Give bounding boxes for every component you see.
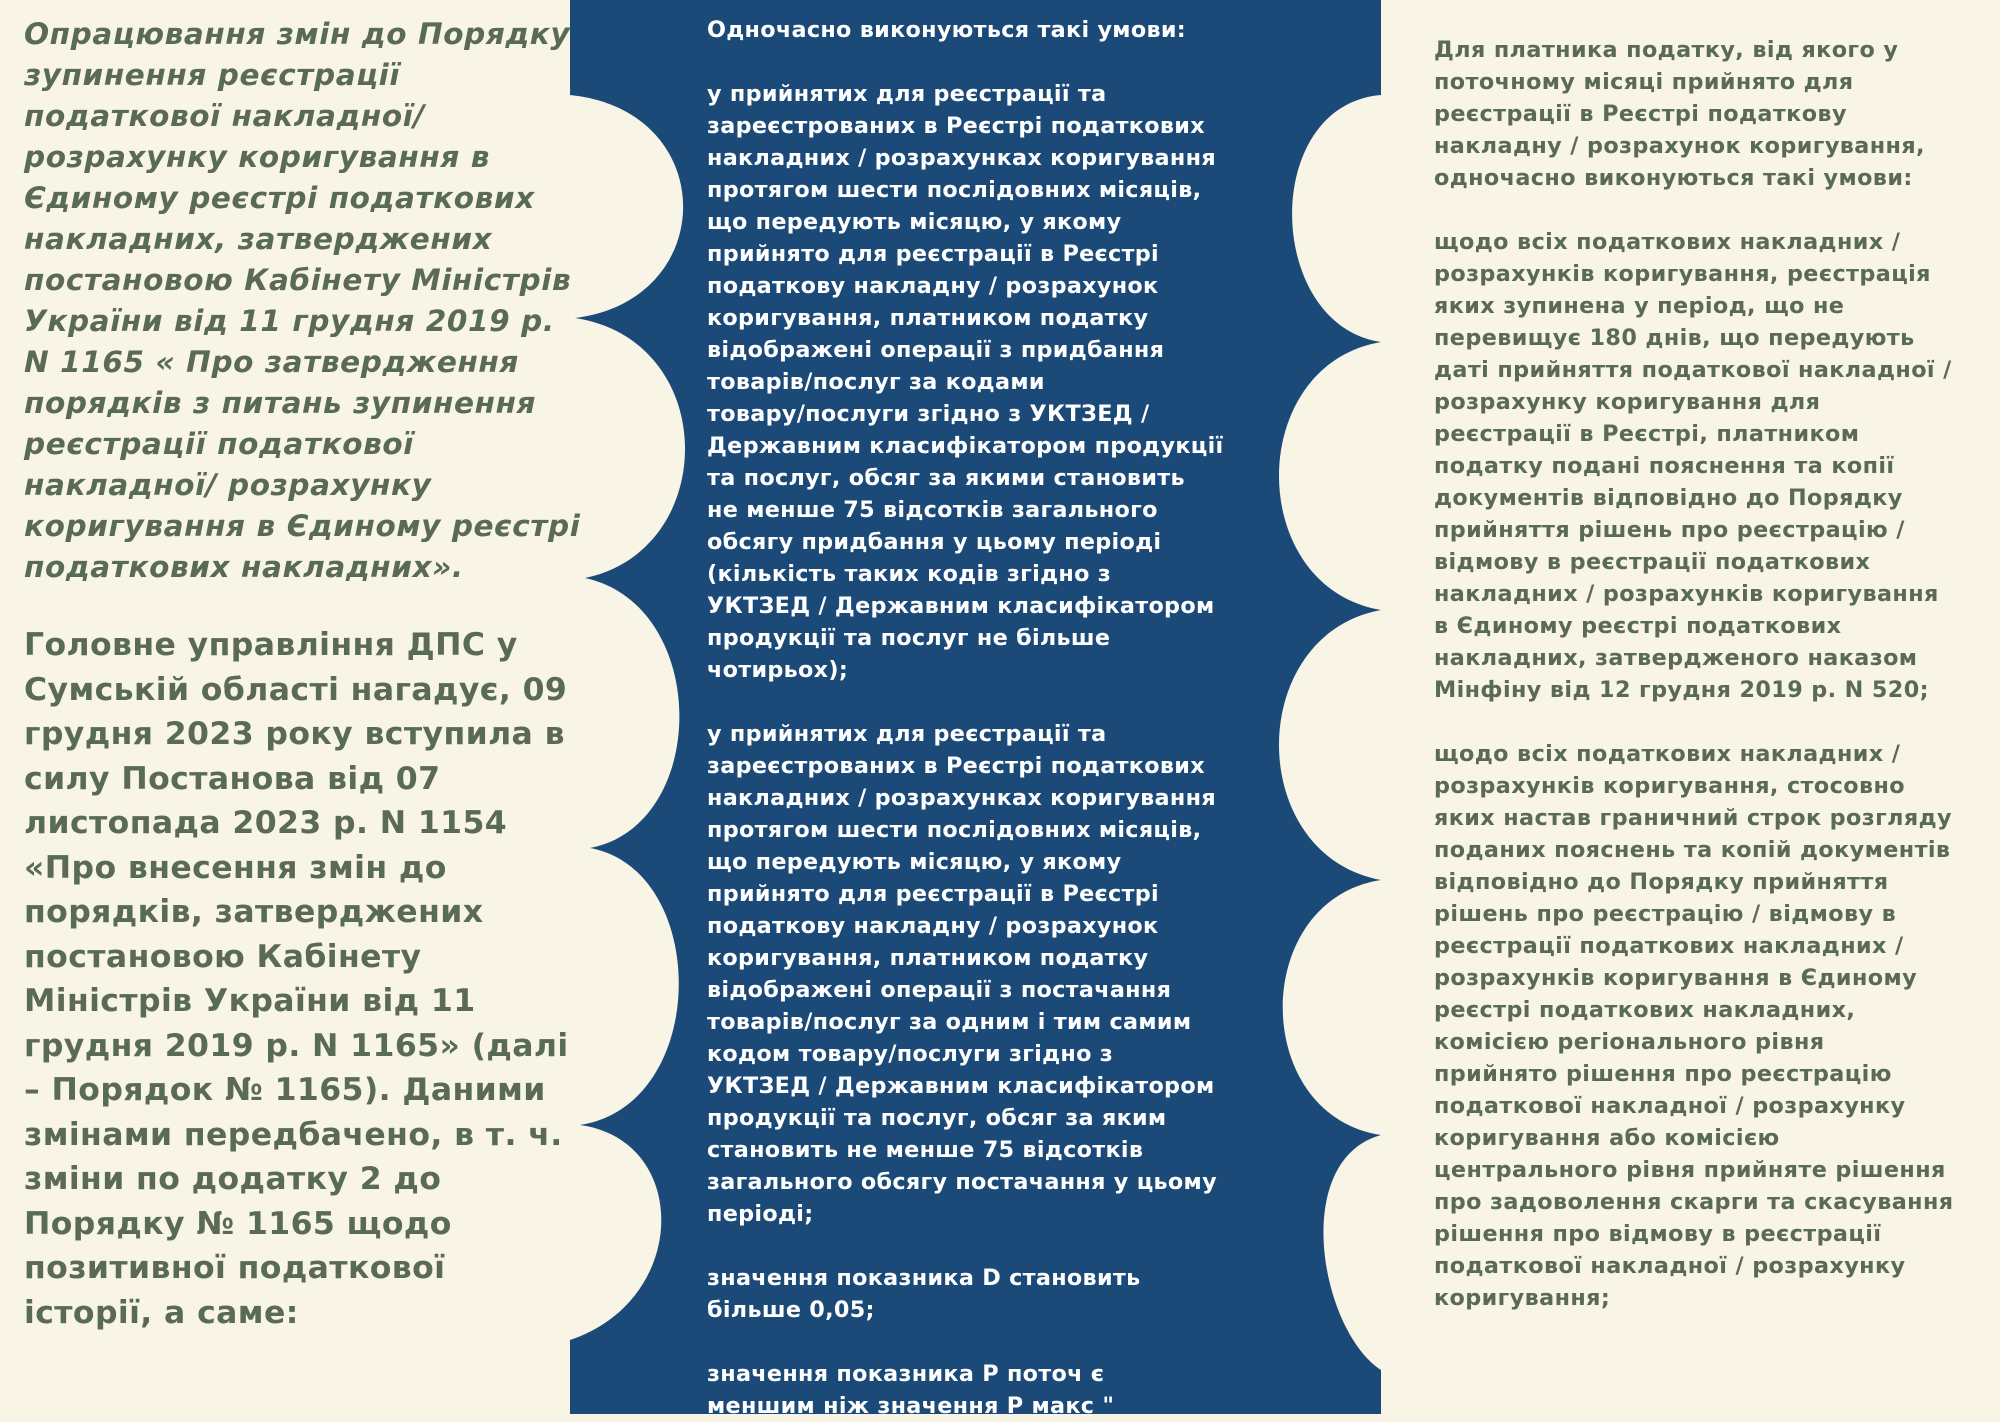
left-column <box>24 14 584 1335</box>
condition-supply: у прийнятих для реєстрації та зареєстрованих в Реєстрі податкових накладних / розрахунках коригування протягом шести послідовних місяців, що передують місяцю, у якому прийнято для реєстрації в Реєстрі податкову накладну / розрахунок коригування, платником податку відображені операції з постачання товарів/послуг за одним і тим самим кодом товару/послуги згідно з УКТЗЕД / Державним класифікатором продукції та послуг, обсяг за яким становить не менше 75 відсотків загального обсягу постачання у цьому періоді; <box>707 721 1217 1227</box>
condition-explanations: щодо всіх податкових накладних / розрахунків коригування, реєстрація яких зупинена у період, що не перевищує 180 днів, що передують даті прийняття податкової накладної / розрахунку коригування для реєстрації в Реєстрі, платником податку подані пояснення та копії документів відповідно до Порядку прийняття рішень про реєстрацію / відмову в реєстрації податкових накладних / розрахунків коригування в Єдиному реєстрі податкових накладних, затвердженого наказом Мінфіну від 12 грудня 2019 р. N 520; <box>1434 229 1952 703</box>
conditions-heading: Одночасно виконуються такі умови: <box>707 17 1186 43</box>
condition-indicator-p: значення показника P поточ є меншим ніж значення P макс " <box>707 1361 1115 1419</box>
condition-indicator-d: значення показника D становить більше 0,05; <box>707 1265 1141 1323</box>
condition-decisions: щодо всіх податкових накладних / розрахунків коригування, стосовно яких настав граничний строк розгляду поданих пояснень та копій документів відповідно до Порядку прийняття рішень про реєстрацію / відмову в реєстрації податкових накладних / розрахунків коригування в Єдиному реєстрі податкових накладних, комісією регіонального рівня прийнято рішення про реєстрацію податкової накладної / розрахунку коригування або комісією центрального рівня прийняте рішення про задоволення скарги та скасування рішення про відмову в реєстрації податкової накладної / розрахунку коригування; <box>1434 741 1954 1311</box>
condition-purchase: у прийнятих для реєстрації та зареєстрованих в Реєстрі податкових накладних / розрахунках коригування протягом шести послідовних місяців, що передують місяцю, у якому прийнято для реєстрації в Реєстрі податкову накладну / розрахунок коригування, платником податку відображені операції з придбання товарів/послуг за кодами товару/послуги згідно з УКТЗЕД / Державним класифікатором продукції та послуг, обсяг за якими становить не менше 75 відсотків загального обсягу придбання у цьому періоді (кількість таких кодів згідно з УКТЗЕД / Державним класифікатором продукції та послуг не більше чотирьох); <box>707 81 1224 683</box>
notice-paragraph: Головне управління ДПС у Сумській області нагадує, 09 грудня 2023 року вступила в силу Постанова від 07 листопада 2023 р. N 1154 «Про внесення змін до порядків, затверджених постановою Кабінету Міністрів України від 11 грудня 2019 р. N 1165» (далі – Порядок № 1165). Даними змінами передбачено, в т. ч. зміни по додатку 2 до Порядку № 1165 щодо позитивної податкової історії, а саме: <box>24 627 569 1331</box>
intro-heading: Опрацювання змін до Порядку зупинення реєстрації податкової накладної/ розрахунку коригування в Єдиному реєстрі податкових накладних, затверджених постановою Кабінету Міністрів України від 11 грудня 2019 р. N 1165 « Про затвердження порядків з питань зупинення реєстрації податкової накладної/ розрахунку коригування в Єдиному реєстрі податкових накладних». <box>24 17 581 584</box>
taxpayer-intro: Для платника податку, від якого у поточному місяці прийнято для реєстрації в Реєстрі податкову накладну / розрахунок коригування, одночасно виконуються такі умови: <box>1434 37 1925 191</box>
middle-column <box>707 14 1267 1422</box>
right-column <box>1434 34 1994 1314</box>
